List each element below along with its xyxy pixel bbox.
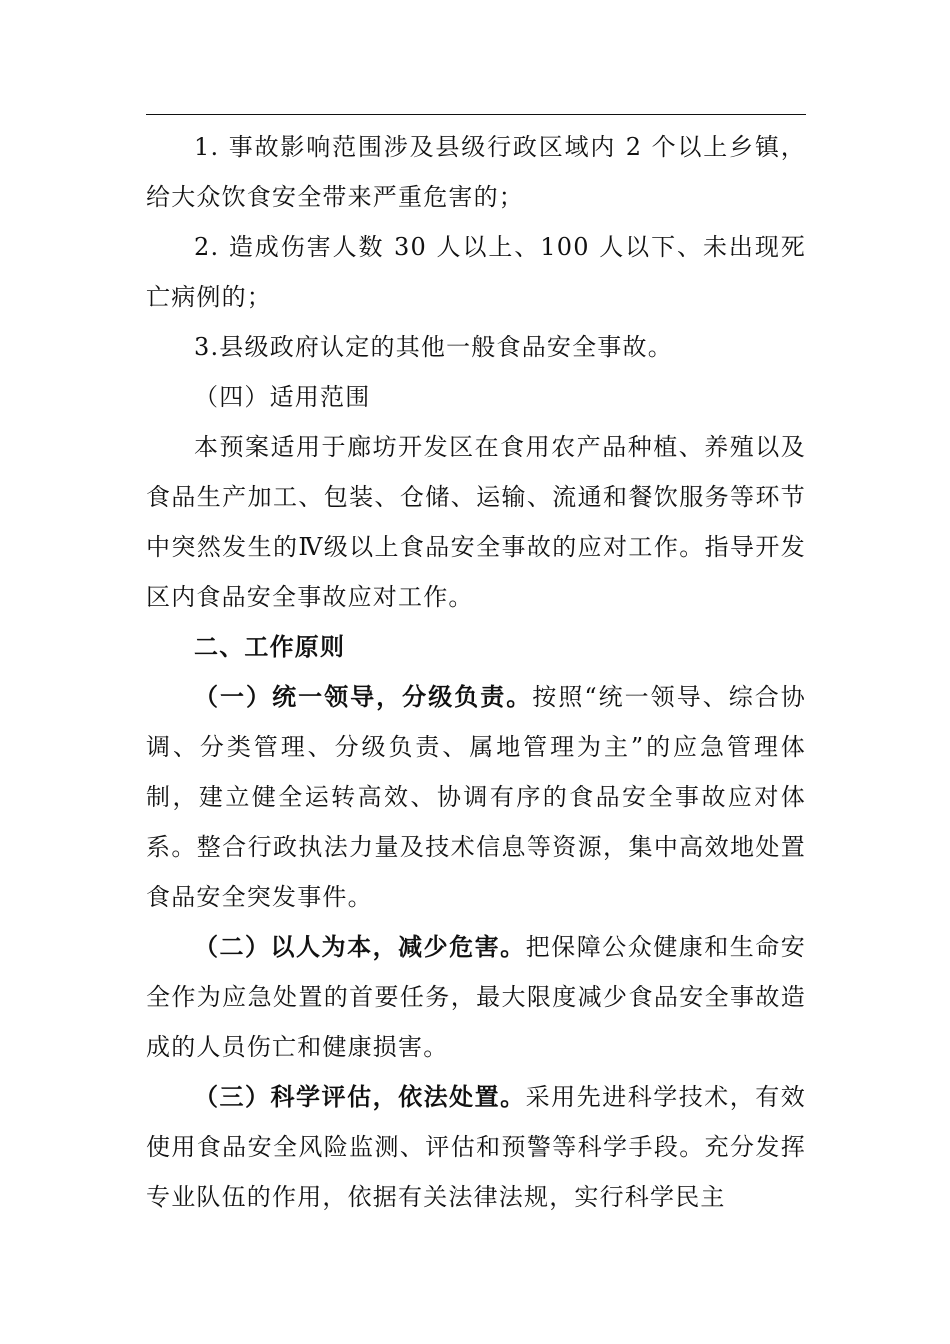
principle-text-3: 采用先进科学技术，有效使用食品安全风险监测、评估和预警等科学手段。充分发挥专业队伍的作用，依据有关法律法规，实行科学民主: [146, 1083, 806, 1211]
header-rule: [146, 114, 806, 115]
principle-text-1: 按照“统一领导、综合协调、分类管理、分级负责、属地管理为主”的应急管理体制，建立健全运转高效、协调有序的食品安全事故应对体系。整合行政执法力量及技术信息等资源，集中高效地处置食品安全突发事件。: [146, 683, 806, 911]
principle-paragraph-2: [146, 922, 806, 1072]
document-body: [146, 122, 806, 1222]
section-heading-principles: 二、工作原则: [194, 633, 346, 661]
principle-paragraph-3: [146, 1072, 806, 1222]
principle-lead-3: （三）科学评估，依法处置。: [194, 1083, 526, 1111]
scope-paragraph: 本预案适用于廊坊开发区在食用农产品种植、养殖以及食品生产加工、包装、仓储、运输、流通和餐饮服务等环节中突然发生的Ⅳ级以上食品安全事故的应对工作。指导开发区内食品安全事故应对工作。: [146, 433, 806, 611]
principle-text-2: 把保障公众健康和生命安全作为应急处置的首要任务，最大限度减少食品安全事故造成的人员伤亡和健康损害。: [146, 933, 806, 1061]
subheading-scope: （四）适用范围: [194, 383, 371, 411]
principle-lead-2: （二）以人为本，减少危害。: [194, 933, 526, 961]
list-item-1: 1. 事故影响范围涉及县级行政区域内 2 个以上乡镇，给大众饮食安全带来严重危害的；: [146, 133, 806, 211]
list-item-3: 3.县级政府认定的其他一般食品安全事故。: [194, 333, 673, 361]
list-item-2: 2. 造成伤害人数 30 人以上、100 人以下、未出现死亡病例的；: [146, 233, 806, 311]
principle-paragraph-1: [146, 672, 806, 922]
principle-lead-1: （一）统一领导，分级负责。: [194, 683, 533, 711]
